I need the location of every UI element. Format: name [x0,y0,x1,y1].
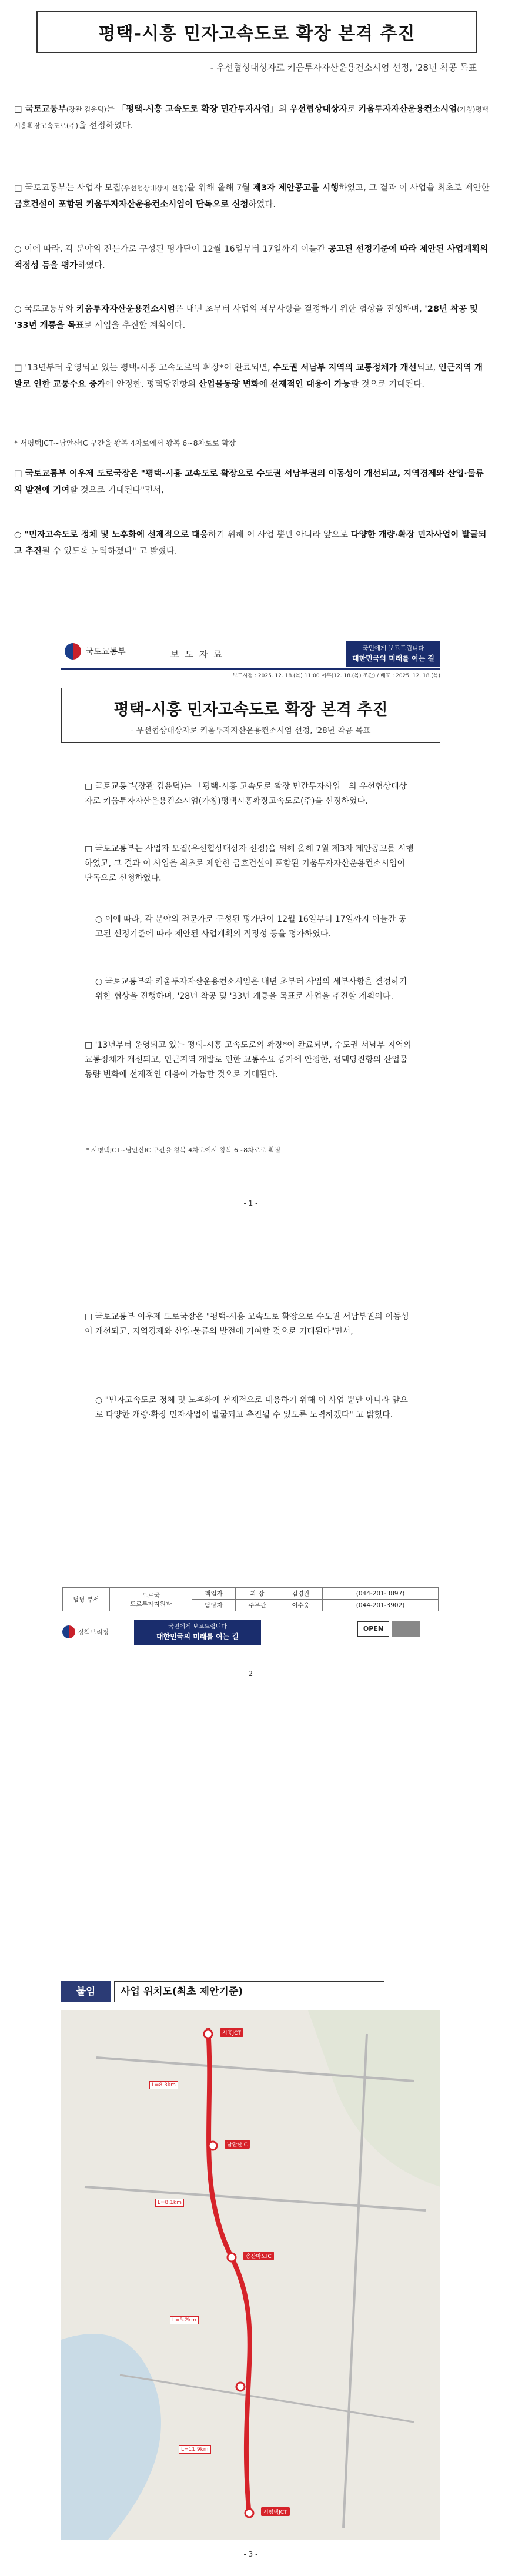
article-paragraph-3: ○ 이에 따라, 각 분야의 전문가로 구성된 평가단이 12월 16일부터 17일까지 이틀간 공고된 선정기준에 따라 제안된 사업계획의 적정성 등을 평가하였다. [14,245,489,270]
location-map [61,2010,440,2540]
press-release-title-box [61,688,440,743]
press-release-subtitle: - 우선협상대상자로 키움투자자산운용컨소시엄 선정, '28년 착공 목표 [131,726,371,735]
contact-rank-2: 주무관 [236,1600,279,1611]
page-number-3: - 3 - [243,2550,258,2558]
pr-paragraph-1: □ 국토교통부(장관 김윤덕)는 「평택-시흥 고속도로 확장 민간투자사업」의 우선협상대상자로 키움투자자산운용컨소시엄(가칭)평택시흥확장고속도로(주)을 선정하였다. [85,782,407,806]
license-icon [392,1621,420,1637]
pr-paragraph-7: ○ "민자고속도로 정체 및 노후화에 선제적으로 대응하기 위해 이 사업 뿐만 아니라 앞으로 다양한 개량·확장 민자사업이 발굴되고 추진될 수 있도록 노력하겠다" 고 밝혔다. [95,1396,408,1420]
contact-table [62,1587,439,1611]
contact-dept-label: 담당 부서 [63,1588,110,1611]
article-paragraph-2: □ 국토교통부는 사업자 모집(우선협상대상자 선정)을 위해 올해 7월 제3자 제안공고를 시행하였고, 그 결과 이 사업을 최초로 제안한 금호건설이 포함된 키움투자자산운용컨소시엄이 단독으로 신청하였다. [14,183,490,209]
open-license-badge: OPEN [357,1621,389,1637]
map-label-siheung-jct: 시흥JCT [220,2028,243,2037]
segment-length-1: L=8.3km [149,2081,178,2089]
segment-length-4: L=11.9km [179,2445,211,2454]
article-title: 평택-시흥 민자고속도로 확장 본격 추진 [36,11,477,53]
press-release-page-2 [61,1305,440,1693]
pr-paragraph-4: ○ 국토교통부와 키움투자자산운용컨소시엄은 내년 초부터 사업의 세부사항을 결정하기 위한 협상을 진행하며, '28년 착공 및 '33년 개통을 목표로 사업을 추진할 계획이다. [95,977,407,1001]
segment-length-2: L=8.1km [155,2199,184,2207]
map-label-namansan-ic: 남안산IC [225,2140,250,2149]
pr-paragraph-3: ○ 이에 따라, 각 분야의 전문가로 구성된 평가단이 12월 16일부터 17일까지 이틀간 공고된 선정기준에 따라 제안된 사업계획의 적정성 등을 평가하였다. [95,915,407,939]
annex-tag: 붙임 [61,1981,111,2002]
footer-banner: 국민에게 보고드립니다 대한민국의 미래를 여는 길 [134,1620,261,1645]
press-release-title: 평택-시흥 민자고속도로 확장 본격 추진 [113,701,388,719]
pr-paragraph-5: □ '13년부터 운영되고 있는 평택-시흥 고속도로의 확장*이 완료되면, 수도권 서남부 지역의 교통정체가 개선되고, 인근지역 개발로 인한 교통수요 증가에 안정한, 평택당진항의 산업물동량 변화에 선제적인 대응이 가능할 것으로 기대된다. [85,1041,412,1079]
header-banner: 국민에게 보고드립니다 대한민국의 미래를 여는 길 [346,641,440,667]
map-graphic [61,2010,440,2540]
contact-role-2: 담당자 [192,1600,236,1611]
pr-paragraph-2: □ 국토교통부는 사업자 모집(우선협상대상자 선정)을 위해 올해 7월 제3자 제안공고를 시행하였고, 그 결과 이 사업을 최초로 제안한 금호건설이 포함된 키움투자자산운용컨소시엄이 단독으로 신청하였다. [85,844,414,883]
government-emblem-icon [62,1625,75,1638]
contact-rank-1: 과 장 [236,1588,279,1600]
article-paragraph-7: ○ "민자고속도로 정체 및 노후화에 선제적으로 대응하기 위해 이 사업 뿐만 아니라 앞으로 다양한 개량·확장 민자사업이 발굴되고 추진될 수 있도록 노력하겠다" 고 밝혔다. [14,530,487,556]
segment-length-3: L=5.2km [170,2316,199,2324]
contact-name-1: 김경완 [279,1588,323,1600]
contact-dept: 도로국 도로투자지원과 [110,1588,192,1611]
map-label-seopyeongtaek-jct: 서평택JCT [261,2507,290,2516]
policy-briefing-logo: 정책브리핑 [62,1625,109,1638]
release-info: 보도시점 : 2025. 12. 18.(목) 11:00 이후(12. 18.(목) 조간) / 배포 : 2025. 12. 18.(목) [61,668,440,679]
pr-paragraph-6: □ 국토교통부 이우제 도로국장은 "평택-시흥 고속도로 확장으로 수도권 서남부권의 이동성이 개선되고, 지역경제와 산업·물류의 발전에 기여할 것으로 기대된다"면서, [85,1312,409,1336]
article-subtitle: - 우선협상대상자로 키움투자자산운용컨소시엄 선정, '28년 착공 목표 [210,62,477,73]
article-footnote: * 서평택JCT~남안산IC 구간을 왕복 4차로에서 왕복 6~8차로로 확장 [14,439,236,447]
contact-phone-1: (044-201-3897) [323,1588,439,1600]
government-emblem-icon [65,643,81,660]
press-release-label: 보도자료 [170,649,228,660]
page-number-2: - 2 - [243,1670,258,1678]
contact-phone-2: (044-201-3902) [323,1600,439,1611]
article-paragraph-4: ○ 국토교통부와 키움투자자산운용컨소시엄은 내년 초부터 사업의 세부사항을 결정하기 위한 협상을 진행하며, '28년 착공 및 '33년 개통을 목표로 사업을 추진할 계획이다. [14,305,479,330]
press-release-header [61,641,440,668]
article-paragraph-5: □ '13년부터 운영되고 있는 평택-시흥 고속도로의 확장*이 완료되면, 수도권 서남부 지역의 교통정체가 개선되고, 인근지역 개발로 인한 교통수요 증가에 안정한, 평택당진항의 산업물동량 변화에 선제적인 대응이 가능할 것으로 기대된다. [14,363,483,389]
article-paragraph-6: □ 국토교통부 이우제 도로국장은 "평택-시흥 고속도로 확장으로 수도권 서남부권의 이동성이 개선되고, 지역경제와 산업·물류의 발전에 기여할 것으로 기대된다"면서, [14,469,484,495]
page-number-1: - 1 - [243,1199,258,1207]
annex-title: 사업 위치도(최초 제안기준) [114,1981,384,2002]
contact-name-2: 이수웅 [279,1600,323,1611]
ministry-logo: 국토교통부 [65,643,126,660]
map-label-songsan-mado-ic: 송산마도IC [243,2252,274,2260]
contact-role-1: 책임자 [192,1588,236,1600]
press-release-page-3 [61,1981,440,2569]
article-paragraph-1: □ 국토교통부(장관 김윤덕)는 「평택-시흥 고속도로 확장 민간투자사업」의 우선협상대상자로 키움투자자산운용컨소시엄(가칭)평택시흥확장고속도로(주)을 선정하였다. [14,105,489,131]
pr-footnote: * 서평택JCT~남안산IC 구간을 왕복 4차로에서 왕복 6~8차로로 확장 [86,1146,281,1154]
press-release-page-1 [61,641,440,1229]
